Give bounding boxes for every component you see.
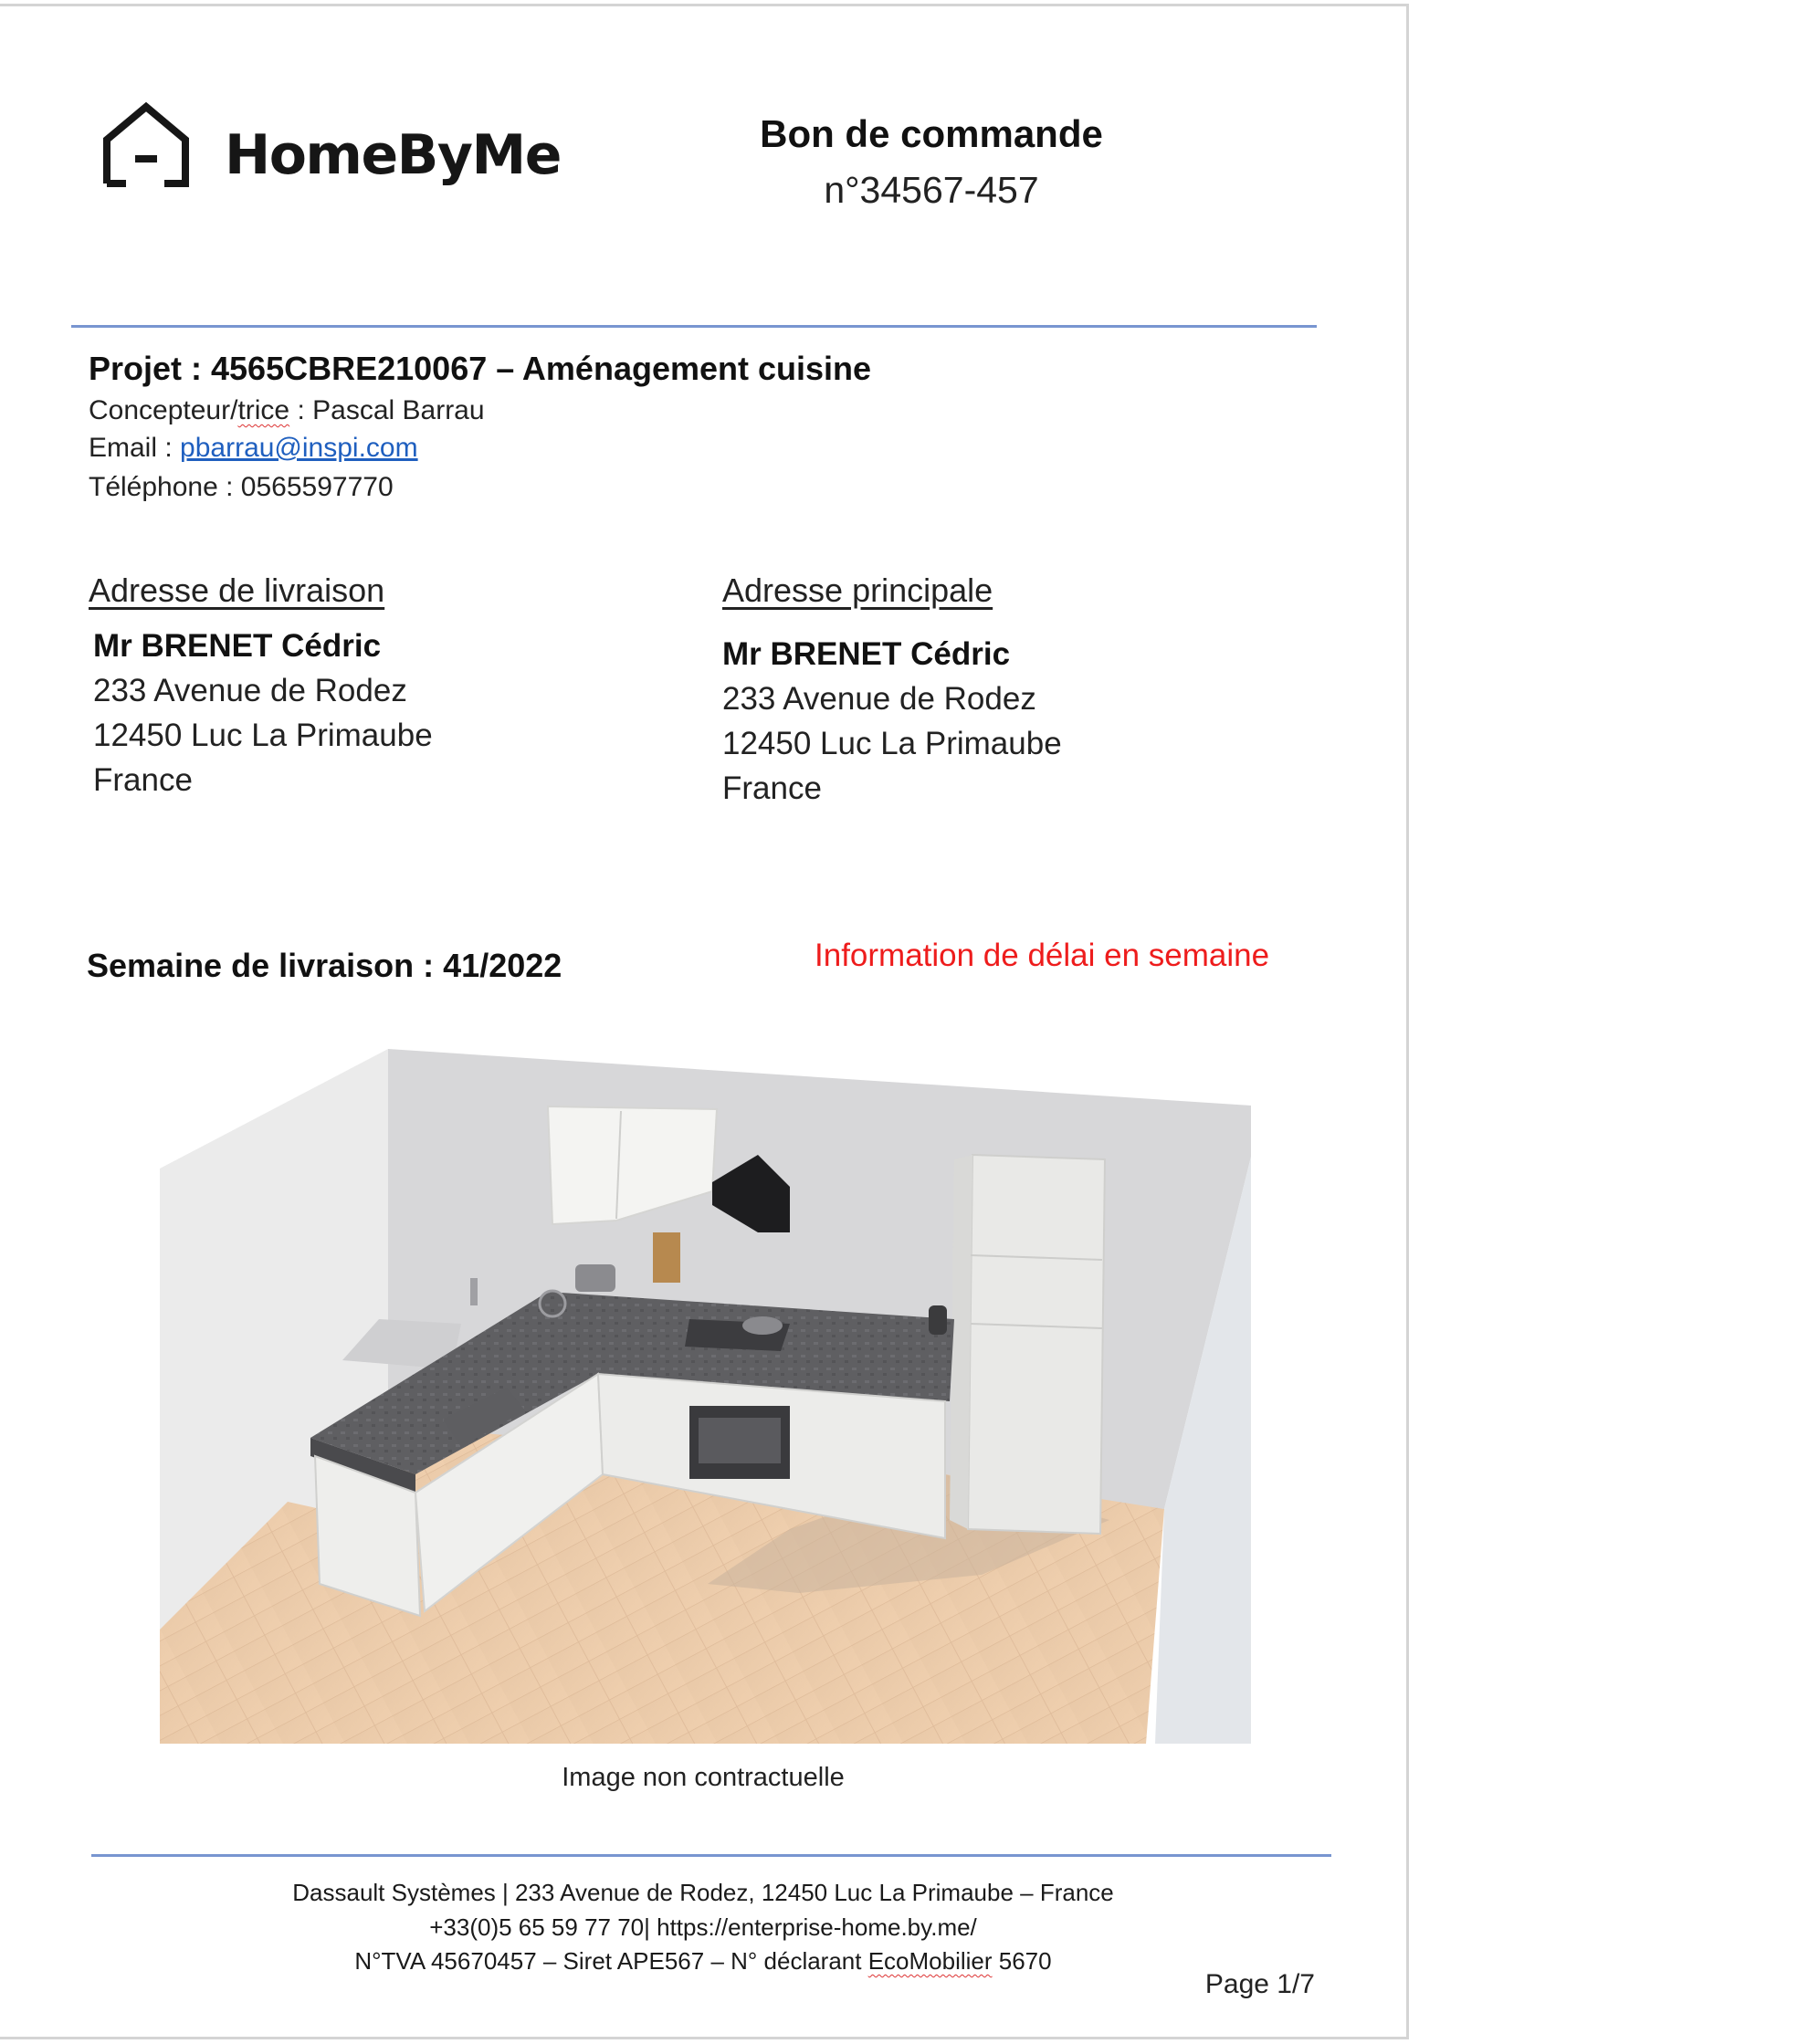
render-caption: Image non contractuelle: [562, 1763, 845, 1792]
footer-company: Dassault Systèmes | 233 Avenue de Rodez, 12450 Luc La Primaube – France: [292, 1879, 1114, 1906]
document-page: [0, 4, 1409, 2039]
footer-legal-prefix: N°TVA 45670457 – Siret APE567 – N° déclarant: [354, 1947, 868, 1975]
document-title: Bon de commande: [760, 112, 1103, 155]
delivery-country: France: [93, 762, 193, 798]
delivery-address-heading: Adresse de livraison: [89, 571, 385, 609]
main-city: 12450 Luc La Primaube: [722, 726, 1062, 761]
phone-line: Téléphone : 0565597770: [89, 472, 394, 502]
main-name: Mr BRENET Cédric: [722, 636, 1011, 672]
house-icon: [99, 101, 194, 189]
designer-line: [89, 395, 485, 426]
delivery-name: Mr BRENET Cédric: [93, 628, 382, 664]
header-divider: [71, 325, 1317, 328]
designer-label-misspelled: trice: [237, 395, 290, 425]
homebyme-logo: [99, 101, 573, 204]
email-line: [89, 433, 418, 464]
email-link[interactable]: pbarrau@inspi.com: [180, 433, 418, 463]
footer-contact: +33(0)5 65 59 77 70| https://enterprise-home.by.me/: [429, 1913, 977, 1941]
kitchen-render: [160, 1045, 1251, 1744]
main-address-heading: Adresse principale: [722, 571, 993, 609]
brand-name: HomeByMe: [225, 123, 561, 187]
designer-name: : Pascal Barrau: [289, 395, 485, 425]
main-country: France: [722, 770, 822, 806]
page-number: Page 1/7: [1204, 1969, 1315, 1999]
footer-legal: [91, 1947, 1315, 1976]
delivery-city: 12450 Luc La Primaube: [93, 718, 433, 753]
footer-legal-misspelled: EcoMobilier: [867, 1947, 993, 1975]
footer-legal-suffix: 5670: [992, 1947, 1052, 1975]
delivery-week: Semaine de livraison : 41/2022: [87, 947, 562, 984]
designer-label-prefix: Concepteur/: [89, 395, 238, 425]
main-street: 233 Avenue de Rodez: [722, 681, 1036, 717]
project-title: Projet : 4565CBRE210067 – Aménagement cuisine: [89, 350, 872, 387]
delivery-street: 233 Avenue de Rodez: [93, 673, 407, 708]
order-number: n°34567-457: [824, 169, 1039, 211]
main-address: [722, 632, 1062, 811]
delivery-address: [93, 624, 433, 802]
kitchen-3d-image: [160, 1045, 1251, 1744]
delay-note: Information de délai en semaine: [815, 938, 1270, 973]
email-label: Email :: [89, 433, 181, 463]
footer-divider: [91, 1854, 1331, 1857]
